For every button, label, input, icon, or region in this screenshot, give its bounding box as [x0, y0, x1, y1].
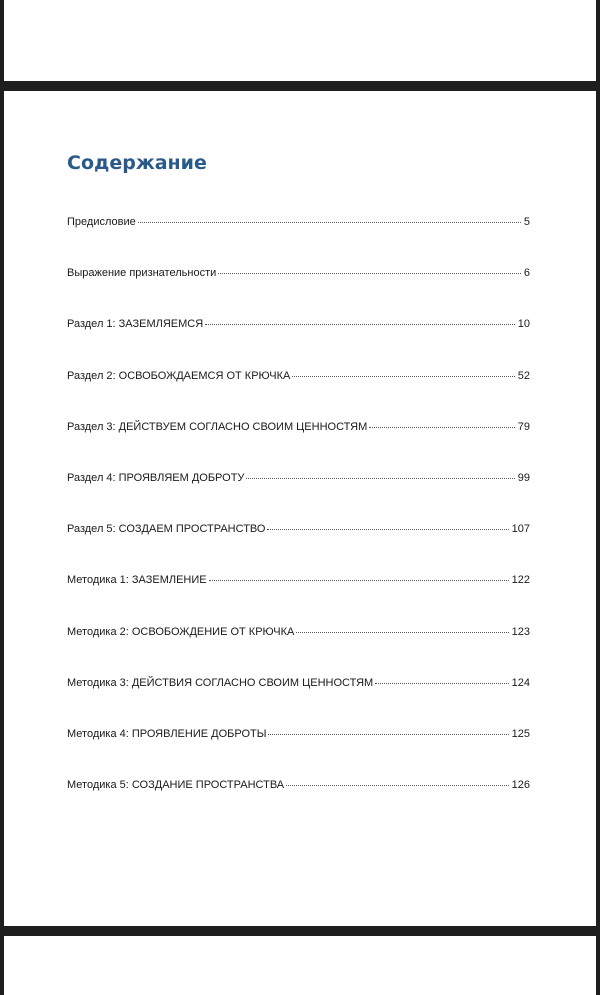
toc-entry-page-number: 125 [511, 727, 530, 740]
toc-entry-page-number: 52 [517, 369, 530, 382]
dot-leader [286, 785, 509, 786]
dot-leader [268, 734, 508, 735]
toc-entry-label: Раздел 5: СОЗДАЕМ ПРОСТРАНСТВО [67, 523, 266, 536]
dot-leader [292, 376, 514, 377]
page-title: Содержание [67, 152, 207, 174]
toc-entry[interactable] [67, 728, 530, 779]
dot-leader [246, 478, 514, 479]
dot-leader [267, 529, 508, 530]
toc-entry[interactable] [67, 574, 530, 625]
toc-entry-label: Методика 2: ОСВОБОЖДЕНИЕ ОТ КРЮЧКА [67, 625, 295, 638]
toc-entry-page-number: 79 [517, 420, 530, 433]
toc-entry[interactable] [67, 626, 530, 677]
toc-entry[interactable] [67, 318, 530, 369]
toc-entry-label: Раздел 2: ОСВОБОЖДАЕМСЯ ОТ КРЮЧКА [67, 369, 291, 382]
toc-entry[interactable] [67, 370, 530, 421]
dot-leader [375, 683, 508, 684]
toc-entry-label: Раздел 4: ПРОЯВЛЯЕМ ДОБРОТУ [67, 471, 245, 484]
document-page [4, 91, 596, 926]
toc-entry[interactable] [67, 267, 530, 318]
toc-entry-label: Методика 1: ЗАЗЕМЛЕНИЕ [67, 574, 207, 587]
toc-entry[interactable] [67, 216, 530, 267]
toc-entry-page-number: 99 [517, 471, 530, 484]
toc-entry-label: Выражение признательности [67, 267, 217, 280]
toc-entry-label: Методика 4: ПРОЯВЛЕНИЕ ДОБРОТЫ [67, 727, 267, 740]
next-page [4, 936, 596, 995]
toc-entry-label: Методика 5: СОЗДАНИЕ ПРОСТРАНСТВА [67, 779, 285, 792]
toc-entry-page-number: 126 [511, 779, 530, 792]
toc-entry-page-number: 107 [511, 523, 530, 536]
toc-entry-label: Предисловие [67, 216, 136, 228]
toc-entry-page-number: 124 [511, 676, 530, 689]
dot-leader [218, 273, 521, 274]
dot-leader [369, 427, 515, 428]
toc-entry-label: Раздел 1: ЗАЗЕМЛЯЕМСЯ [67, 318, 204, 331]
dot-leader [138, 222, 521, 223]
toc-entry-page-number: 6 [523, 267, 530, 280]
dot-leader [209, 580, 509, 581]
dot-leader [205, 324, 515, 325]
toc-entry[interactable] [67, 523, 530, 574]
toc-entry-page-number: 122 [511, 574, 530, 587]
toc-entry-page-number: 10 [517, 318, 530, 331]
toc-entry[interactable] [67, 421, 530, 472]
toc-entry[interactable] [67, 779, 530, 830]
dot-leader [296, 632, 508, 633]
toc-entry-label: Раздел 3: ДЕЙСТВУЕМ СОГЛАСНО СВОИМ ЦЕННОСТЯМ [67, 420, 368, 433]
previous-page [4, 0, 596, 81]
toc-entry[interactable] [67, 472, 530, 523]
toc-entry[interactable] [67, 677, 530, 728]
toc-entry-label: Методика 3: ДЕЙСТВИЯ СОГЛАСНО СВОИМ ЦЕННОСТЯМ [67, 676, 374, 689]
toc-entry-page-number: 123 [511, 625, 530, 638]
toc-entry-page-number: 5 [523, 216, 530, 228]
table-of-contents [67, 216, 530, 830]
